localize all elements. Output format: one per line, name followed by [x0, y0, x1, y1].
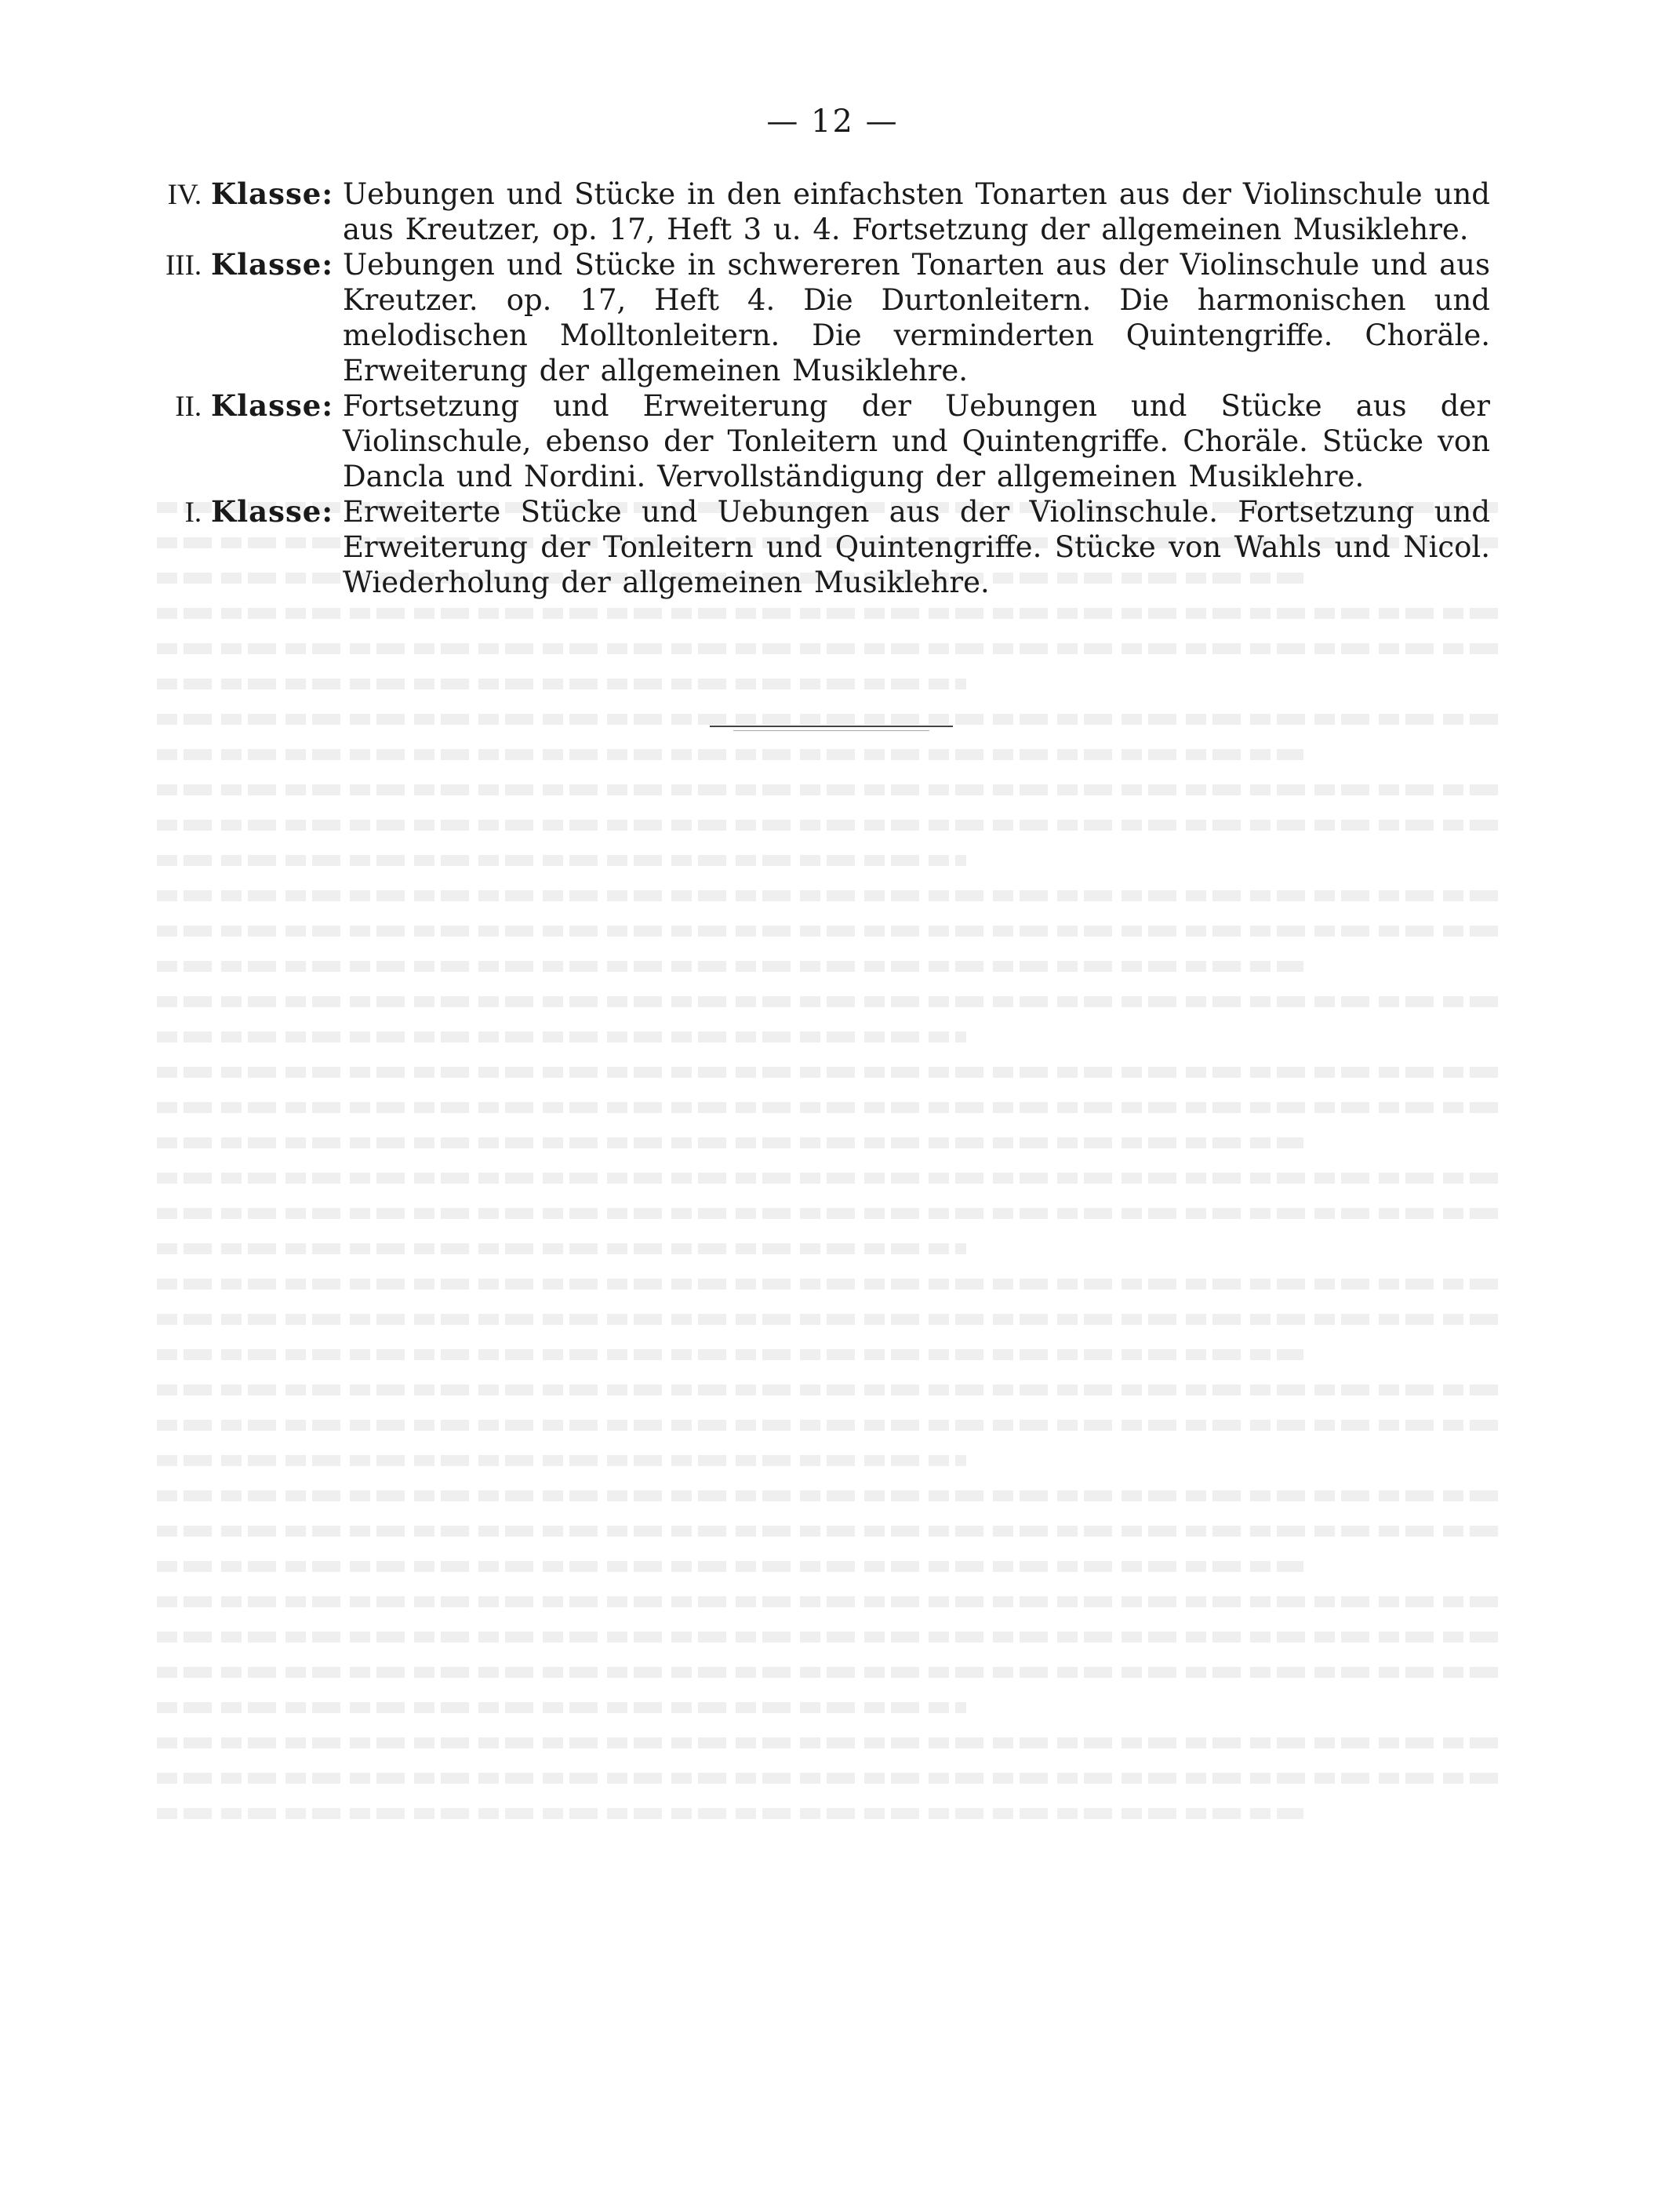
curriculum-text: Uebungen und Stücke in schwereren Tonarten aus der Violinschule und aus Kreutzer. op. 17, Heft 4. Die Durtonleitern. Die harmonischen und melodischen Molltonleitern. Die verminderten Quintengriffe. Choräle. Erweiterung der allgemeinen Musiklehre. — [343, 248, 1490, 387]
class-label — [157, 176, 333, 213]
curriculum-text: Fortsetzung und Erweiterung der Uebungen und Stücke aus der Violinschule, ebenso der Tonleitern und Quintengriffe. Choräle. Stücke von Dancla und Nordini. Vervollständigung der allgemeinen Musiklehre. — [343, 389, 1490, 493]
curriculum-entry-class-4 — [157, 176, 1490, 247]
class-word: Klasse: — [210, 247, 333, 282]
class-word: Klasse: — [210, 494, 333, 529]
class-word: Klasse: — [210, 388, 333, 423]
class-number: IV. — [167, 179, 202, 211]
curriculum-text: Uebungen und Stücke in den einfachsten Tonarten aus der Violinschule und aus Kreutzer, op. 17, Heft 3 u. 4. Fortsetzung der allgemeinen Musiklehre. — [343, 177, 1490, 246]
curriculum-entry-class-3 — [157, 247, 1490, 388]
section-divider — [710, 726, 953, 727]
class-word: Klasse: — [210, 176, 333, 211]
class-number: I. — [184, 497, 202, 529]
class-number: III. — [165, 249, 202, 282]
curriculum-entry-class-1 — [157, 494, 1490, 600]
class-label — [157, 388, 333, 424]
bleed-through-text — [157, 502, 1506, 2055]
curriculum-entry-class-2 — [157, 388, 1490, 494]
class-label — [157, 494, 333, 530]
class-label — [157, 247, 333, 283]
curriculum-text: Erweiterte Stücke und Uebungen aus der Violinschule. Fortsetzung und Erweiterung der Tonleitern und Quintengriffe. Stücke von Wahls und Nicol. Wiederholung der allgemeinen Musiklehre. — [343, 495, 1490, 599]
class-curriculum-list — [157, 176, 1490, 600]
class-number: II. — [175, 391, 202, 423]
page-number: — 12 — — [766, 104, 899, 140]
